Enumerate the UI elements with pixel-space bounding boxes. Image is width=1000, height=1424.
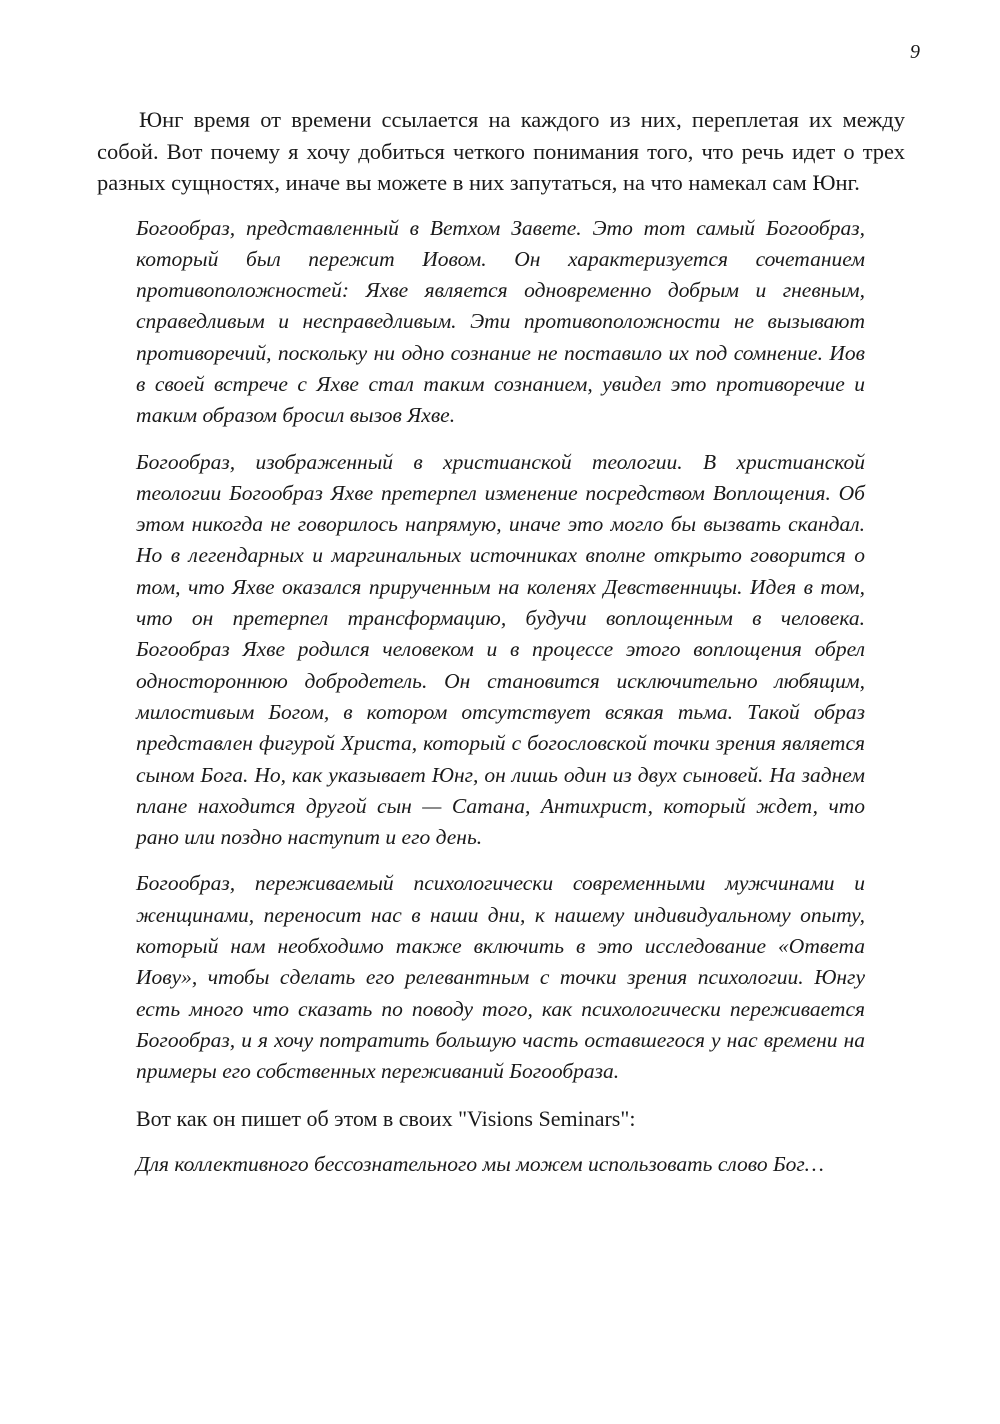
page-number: 9 <box>910 41 920 63</box>
blockquote-christian-theology: Богообраз, изображенный в христианской теологии. В христианской теологии Богообраз Яхве претерпел изменение посредством Воплощения. Об этом никогда не говорилось напрямую, иначе это могло бы вызвать скандал. Но в легендарных и маргинальных источниках вполне открыто говорится о том, что Яхве оказался прирученным на коленях Девственницы. Идея в том, что он претерпел трансформацию, будучи воплощенным в человека. Богообраз Яхве родился человеком и в процессе этого воплощения обрел одностороннюю добродетель. Он становится исключительно любящим, милостивым Богом, в котором отсутствует всякая тьма. Такой образ представлен фигурой Христа, который с богословской точки зрения является сыном Бога. Но, как указывает Юнг, он лишь один из двух сыновей. На заднем плане находится другой сын — Сатана, Антихрист, который ждет, что рано или поздно наступит и его день. <box>136 449 865 850</box>
page-content <box>97 104 905 1180</box>
body-paragraph: Юнг время от времени ссылается на каждого из них, переплетая их между собой. Вот почему я хочу добиться четкого понимания того, что речь идет о трех разных сущностях, иначе вы можете в них запутаться, на что намекал сам Юнг. <box>97 107 905 195</box>
blockquote-old-testament: Богообраз, представленный в Ветхом Завете. Это тот самый Богообраз, который был пережит Иовом. Он характеризуется сочетанием противоположностей: Яхве является одновременно добрым и гневным, справедливым и несправедливым. Эти противоположности не вызывают противоречий, поскольку ни одно сознание не поставило их под сомнение. Иов в своей встрече с Яхве стал таким сознанием, увидел это противоречие и таким образом бросил вызов Яхве. <box>136 215 865 428</box>
intro-line-visions-seminars: Вот как он пишет об этом в своих "Visions Seminars": <box>136 1105 636 1131</box>
blockquote-collective-unconscious: Для коллективного бессознательного мы можем использовать слово Бог… <box>136 1151 824 1176</box>
blockquote-modern-psychological: Богообраз, переживаемый психологически современными мужчинами и женщинами, переносит нас в наши дни, к нашему индивидуальному опыту, который нам необходимо также включить в это исследование «Ответа Иову», чтобы сделать его релевантным с точки зрения психологии. Юнгу есть много что сказать по поводу того, как психологически переживается Богообраз, и я хочу потратить большую часть оставшегося у нас времени на примеры его собственных переживаний Богообраза. <box>136 871 865 1084</box>
